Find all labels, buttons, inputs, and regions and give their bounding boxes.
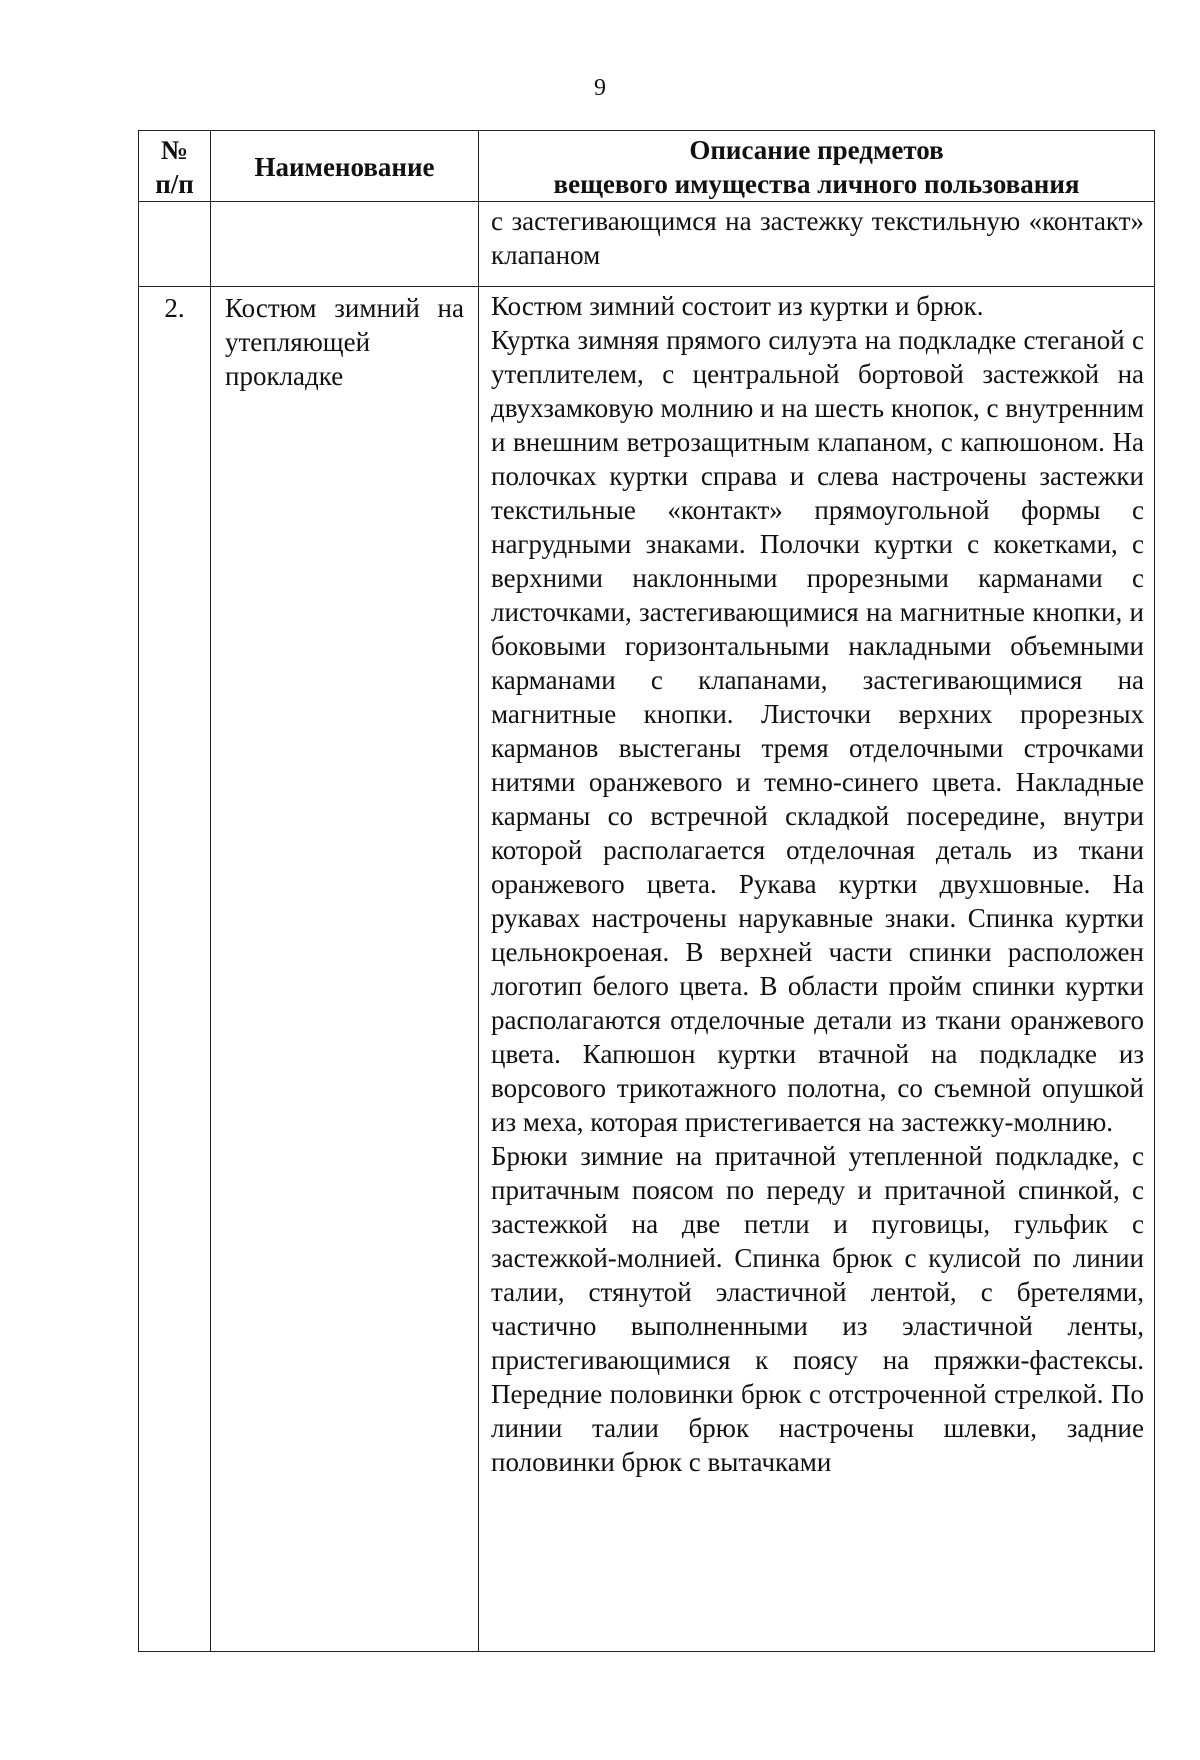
row-number-cell (139, 202, 211, 287)
description-paragraph-jacket: Куртка зимняя прямого силуэта на подкладке стеганой с утеплителем, с центральной бортовой застежкой на двухзамковую молнию и на шесть кнопок, с внутренним и внешним ветрозащитным клапаном, с капюшоном. На полочках куртки справа и слева настрочены застежки текстильные «контакт» прямоугольной формы с нагрудными знаками. Полочки куртки с кокетками, с верхними наклонными прорезными карманами с листочками, застегивающимися на магнитные кнопки, и боковыми горизонтальными накладными объемными карманами с клапанами, застегивающимися на магнитные кнопки. Листочки верхних прорезных карманов выстеганы тремя отделочными строчками нитями оранжевого и темно-синего цвета. Накладные карманы со встречной складкой посередине, внутри которой располагается отделочная деталь из ткани оранжевого цвета. Рукава куртки двухшовные. На рукавах настрочены нарукавные знаки. Спинка куртки цельнокроеная. В верхней части спинки расположен логотип белого цвета. В области пройм спинки куртки располагаются отделочные детали из ткани оранжевого цвета. Капюшон куртки втачной на подкладке из ворсового трикотажного полотна, со съемной опушкой из меха, которая пристегивается на застежку-молнию. (491, 325, 1144, 1137)
row-number-cell: 2. (139, 287, 211, 1652)
header-name: Наименование (211, 131, 479, 202)
header-desc-line2: вещевого имущества личного пользования (553, 169, 1080, 199)
row-description-cell (479, 202, 1155, 287)
header-desc (479, 131, 1155, 202)
table-row-2 (139, 287, 1155, 1652)
table-body (139, 202, 1155, 1652)
page-number: 9 (594, 75, 606, 101)
row-name-cell: Костюм зимний на утепляющей прокладке (211, 287, 479, 1652)
row-description-cell (479, 287, 1155, 1652)
header-num (139, 131, 211, 202)
description-paragraph-trousers: Брюки зимние на притачной утепленной подкладке, с притачным поясом по переду и притачной спинкой, с застежкой на две петли и пуговицы, гульфик с застежкой-молнией. Спинка брюк с кулисой по линии талии, стянутой эластичной лентой, с бретелями, частично выполненными из эластичной ленты, пристегивающимися к поясу на пряжки-фастексы. Передние половинки брюк с отстроченной стрелкой. По линии талии брюк настрочены шлевки, задние половинки брюк с вытачками (491, 1141, 1144, 1477)
items-table (138, 130, 1155, 1652)
row-name-cell (211, 202, 479, 287)
header-num-line1: № (160, 135, 189, 165)
description-paragraph: с застегивающимся на застежку текстильную «контакт» клапаном (491, 206, 1144, 270)
header-row (139, 131, 1155, 202)
table-header (139, 131, 1155, 202)
description-paragraph-intro: Костюм зимний состоит из куртки и брюк. (491, 291, 984, 321)
table-row-continuation (139, 202, 1155, 287)
header-desc-line1: Описание предметов (689, 135, 944, 165)
header-num-line2: п/п (155, 169, 194, 199)
